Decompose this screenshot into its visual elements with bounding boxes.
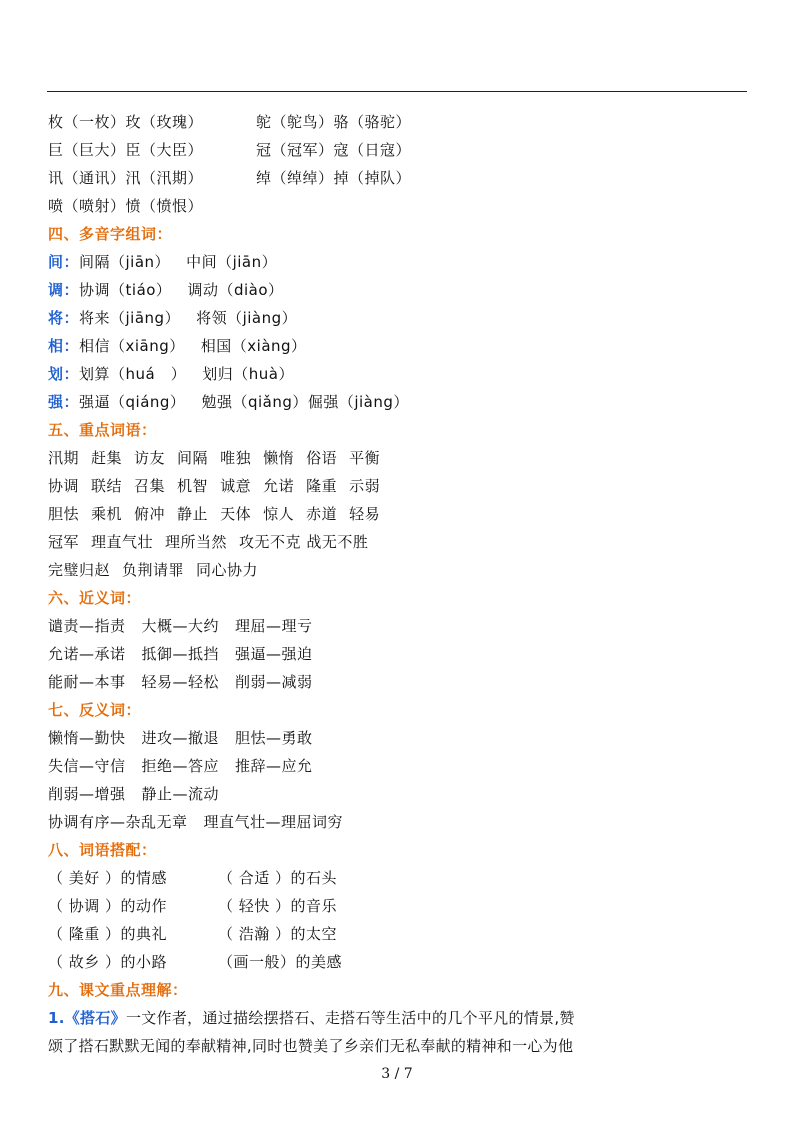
polyphone-row: 相：相信（xiāng） 相国（xiàng）	[48, 337, 307, 355]
polyphone-row: 划：划算（huá ） 划归（huà）	[48, 365, 294, 383]
collocation-row: （ 协调 ）的动作 （ 轻快 ）的音乐	[48, 897, 338, 915]
synonym-row: 允诺—承诺 抵御—抵挡 强逼—强迫	[48, 645, 313, 663]
word-row: 完璧归赵 负荆请罪 同心协力	[48, 561, 259, 579]
char-row: 讯（通讯）汛（汛期） 绰（绰绰）掉（掉队）	[48, 169, 412, 187]
char-row: 枚（一枚）玫（玫瑰） 鸵（鸵鸟）骆（骆驼）	[48, 113, 412, 131]
document-body	[48, 108, 748, 1060]
antonym-row: 懒惰—勤快 进攻—撤退 胆怯—勇敢	[48, 729, 313, 747]
word-row: 胆怯 乘机 俯冲 静止 天体 惊人 赤道 轻易	[48, 505, 381, 523]
section-heading: 八、词语搭配：	[48, 841, 157, 859]
section-heading: 四、多音字组词：	[48, 225, 173, 243]
synonym-row: 谴责—指责 大概—大约 理屈—理亏	[48, 617, 313, 635]
synonym-row: 能耐—本事 轻易—轻松 削弱—减弱	[48, 673, 313, 691]
collocation-row: （ 美好 ）的情感 （ 合适 ）的石头	[48, 869, 338, 887]
word-row: 协调 联结 召集 机智 诚意 允诺 隆重 示弱	[48, 477, 381, 495]
antonym-row: 失信—守信 拒绝—答应 推辞—应允	[48, 757, 313, 775]
word-row: 冠军 理直气壮 理所当然 攻无不克 战无不胜	[48, 533, 369, 551]
polyphone-row: 将：将来（jiāng） 将领（jiàng）	[48, 309, 298, 327]
collocation-row: （ 故乡 ）的小路 （画一般）的美感	[48, 953, 343, 971]
section-heading: 六、近义词：	[48, 589, 142, 607]
text-paragraph: 1.《搭石》一文作者，通过描绘摆搭石、走搭石等生活中的几个平凡的情景,赞 颂了搭石默默无闻的奉献精神,同时也赞美了乡亲们无私奉献的精神和一心为他	[48, 1009, 575, 1055]
section-heading: 七、反义词：	[48, 701, 142, 719]
page-number: 3 / 7	[381, 1066, 413, 1082]
polyphone-row: 间：间隔（jiān） 中间（jiān）	[48, 253, 278, 271]
collocation-row: （ 隆重 ）的典礼 （ 浩瀚 ）的太空	[48, 925, 338, 943]
section-heading: 五、重点词语：	[48, 421, 157, 439]
antonym-row: 削弱—增强 静止—流动	[48, 785, 220, 803]
polyphone-row: 调：协调（tiáo） 调动（diào）	[48, 281, 284, 299]
word-row: 汛期 赶集 访友 间隔 唯独 懒惰 俗语 平衡	[48, 449, 381, 467]
antonym-row: 协调有序—杂乱无章 理直气壮—理屈词穷	[48, 813, 344, 831]
section-heading: 九、课文重点理解：	[48, 981, 188, 999]
char-row: 巨（巨大）臣（大臣） 冠（冠军）寇（日寇）	[48, 141, 412, 159]
char-row: 喷（喷射）愤（愤恨）	[48, 197, 204, 215]
lesson-title: 1.《搭石》	[48, 1009, 126, 1027]
polyphone-row: 强：强逼（qiáng） 勉强（qiǎng）倔强（jiàng）	[48, 393, 409, 411]
header-rule	[47, 91, 747, 92]
